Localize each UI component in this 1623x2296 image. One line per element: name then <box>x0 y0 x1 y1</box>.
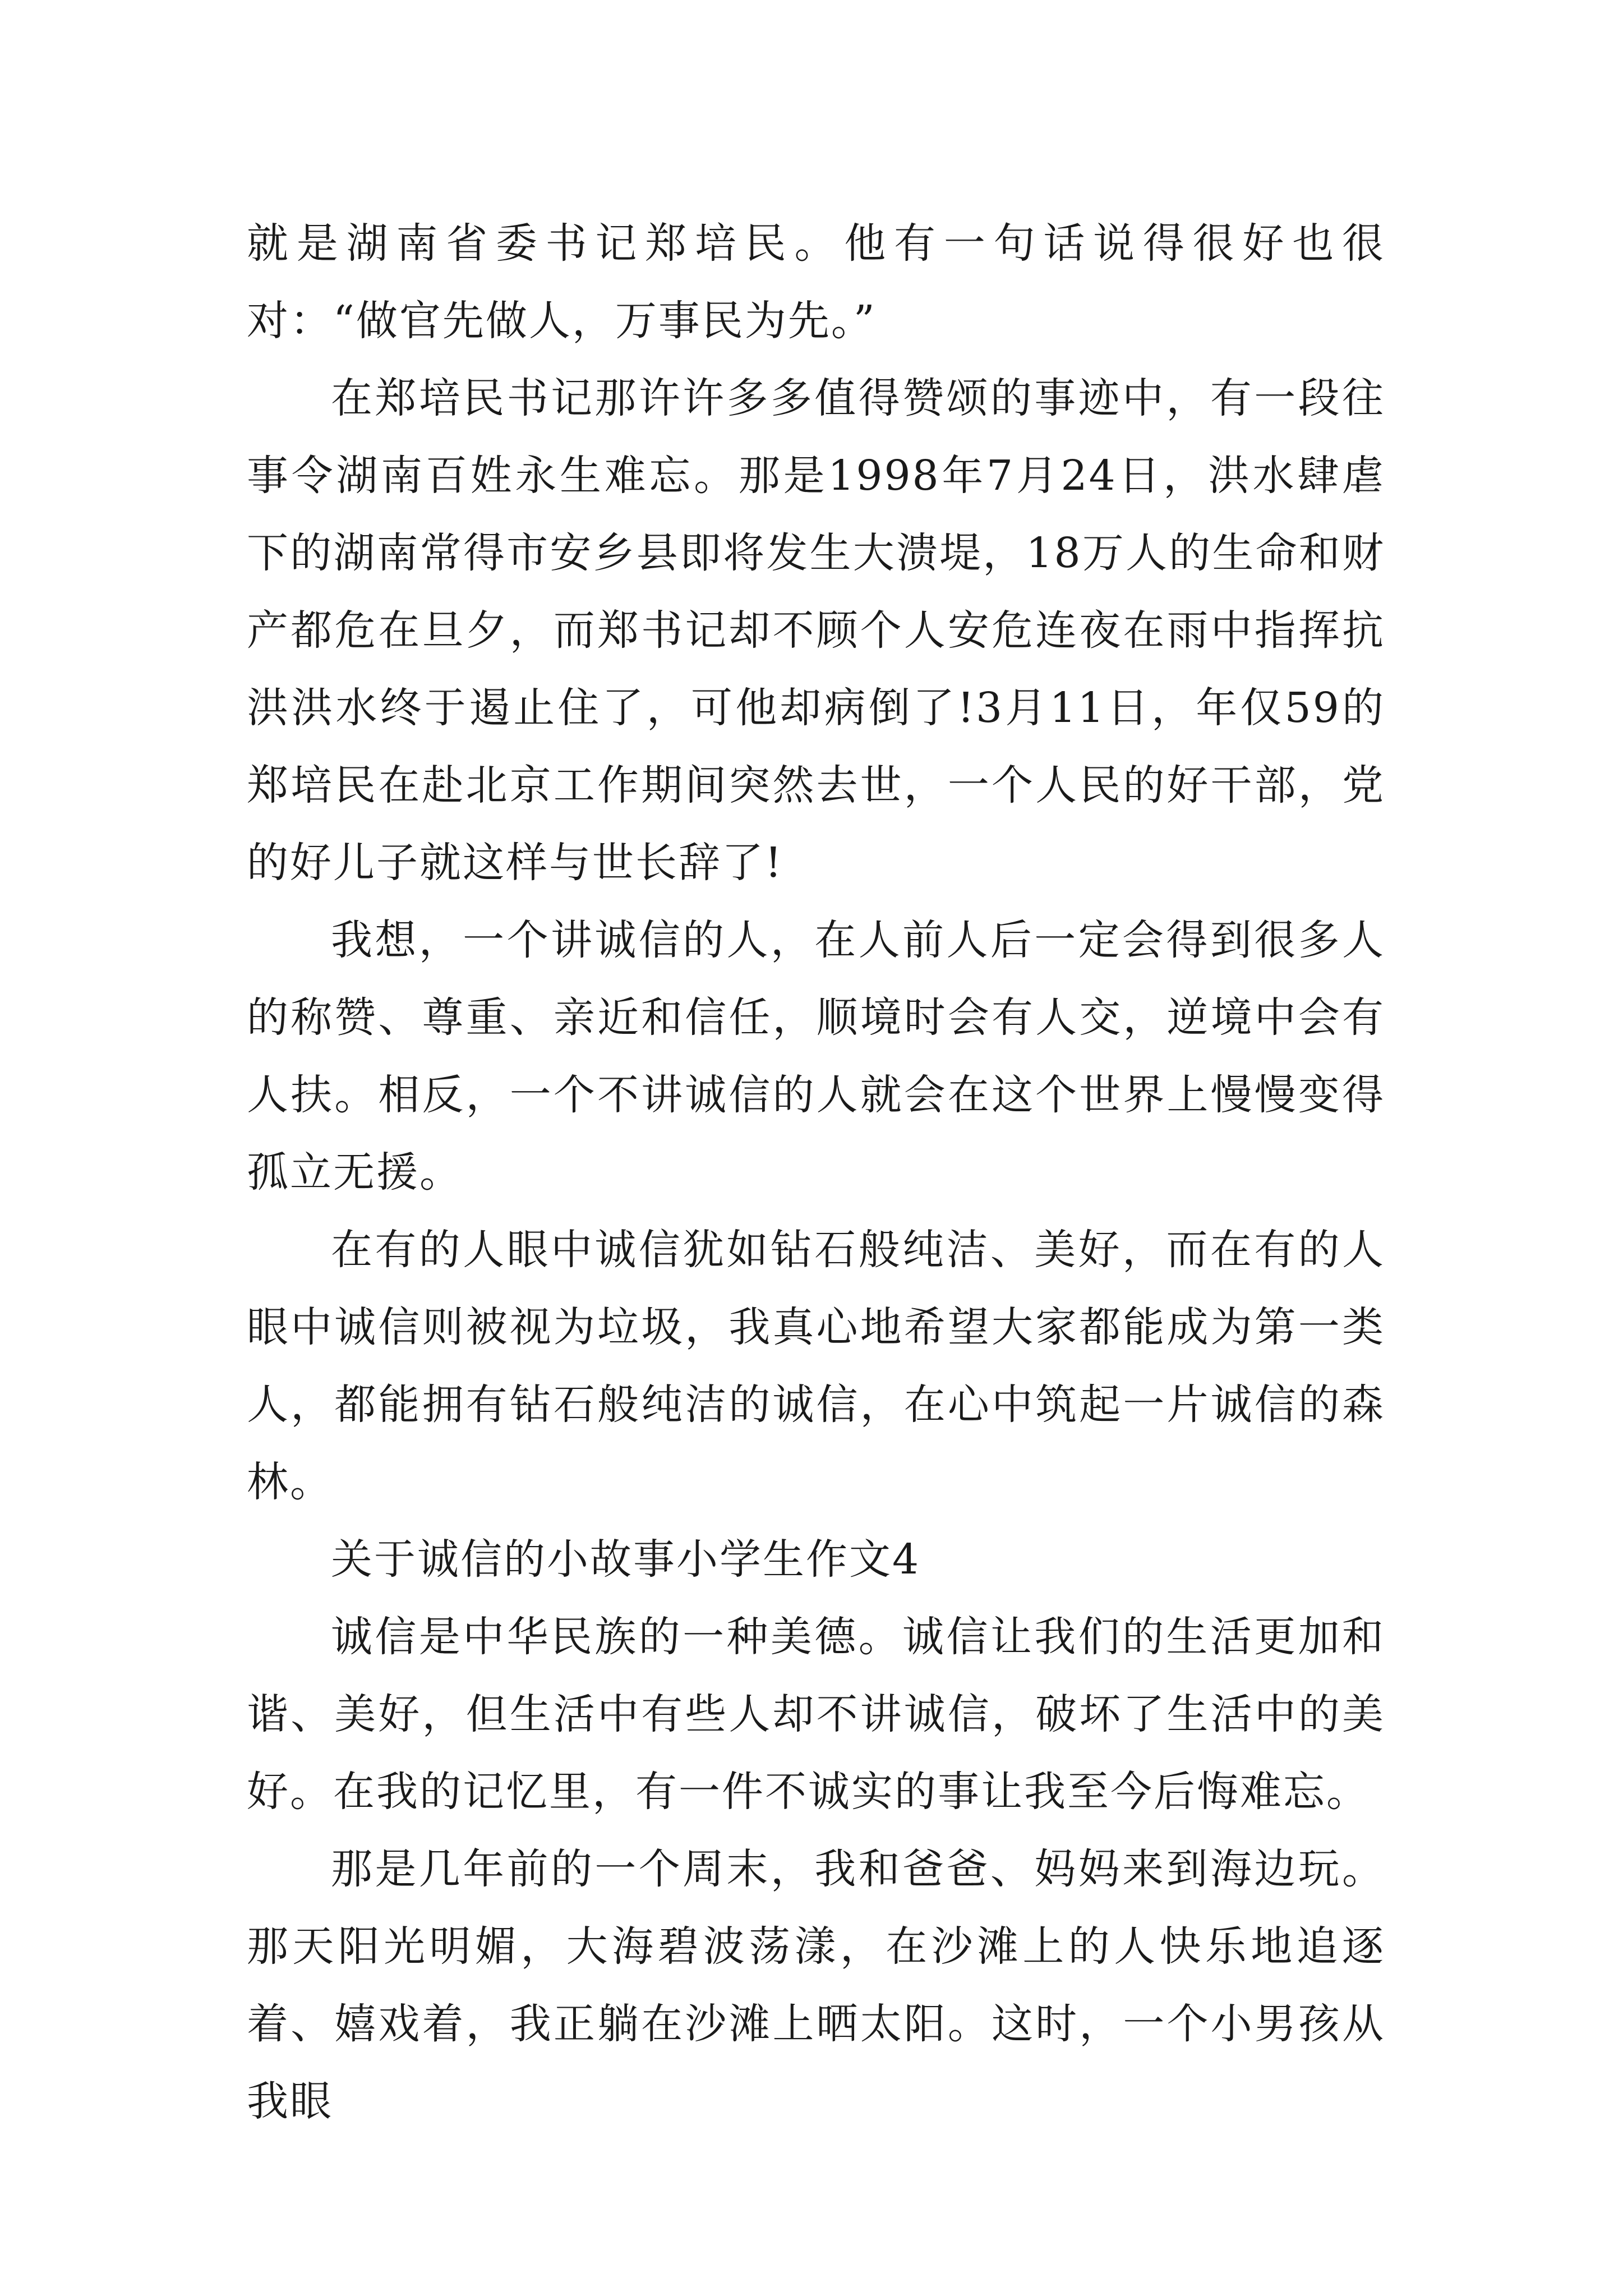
paragraph-1: 就是湖南省委书记郑培民。他有一句话说得很好也很对：“做官先做人，万事民为先。” <box>247 219 1385 345</box>
section-title: 关于诚信的小故事小学生作文4 <box>331 1535 921 1584</box>
paragraph-3: 我想，一个讲诚信的人，在人前人后一定会得到很多人的称赞、尊重、亲近和信任，顺境时会有人交，逆境中会有人扶。相反，一个不讲诚信的人就会在这个世界上慢慢变得孤立无援。 <box>247 916 1385 1197</box>
paragraph-4: 在有的人眼中诚信犹如钻石般纯洁、美好，而在有的人眼中诚信则被视为垃圾，我真心地希望大家都能成为第一类人，都能拥有钻石般纯洁的诚信，在心中筑起一片诚信的森林。 <box>247 1226 1385 1506</box>
paragraph-5: 诚信是中华民族的一种美德。诚信让我们的生活更加和谐、美好，但生活中有些人却不讲诚信，破坏了生活中的美好。在我的记忆里，有一件不诚实的事让我至今后悔难忘。 <box>247 1613 1385 1816</box>
paragraph-2: 在郑培民书记那许许多多值得赞颂的事迹中，有一段往事令湖南百姓永生难忘。那是1998年7月24日，洪水肆虐下的湖南常得市安乡县即将发生大溃堤，18万人的生命和财产都危在旦夕，而郑书记却不顾个人安危连夜在雨中指挥抗洪洪水终于遏止住了，可他却病倒了!3月11日，年仅59的郑培民在赴北京工作期间突然去世，一个人民的好干部，党的好儿子就这样与世长辞了! <box>247 374 1385 887</box>
document-body <box>247 205 1385 2140</box>
paragraph-6: 那是几年前的一个周末，我和爸爸、妈妈来到海边玩。那天阳光明媚，大海碧波荡漾，在沙滩上的人快乐地追逐着、嬉戏着，我正躺在沙滩上晒太阳。这时，一个小男孩从我眼 <box>247 1845 1385 2125</box>
